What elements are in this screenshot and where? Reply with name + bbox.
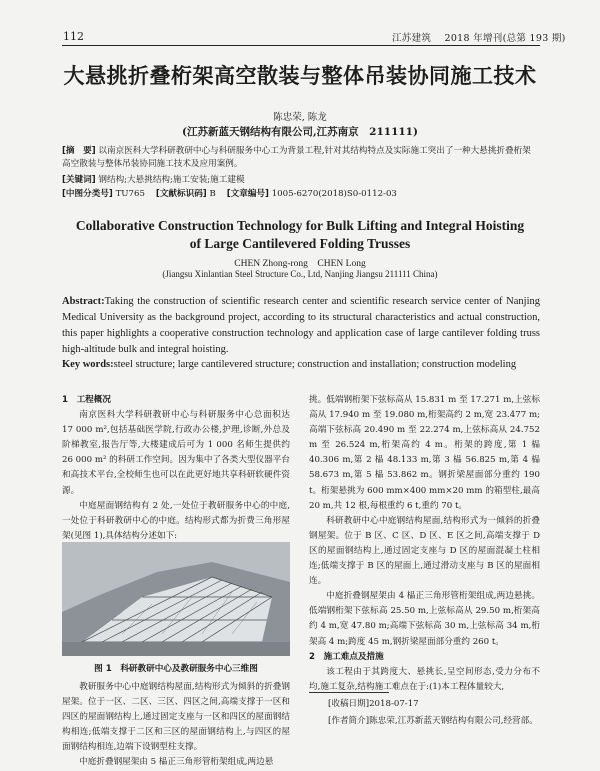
section-2-title: 2 施工难点及措施 (309, 651, 384, 662)
affiliation-en: (Jiangsu Xinlantian Steel Structure Co., Ltd, Nanjing Jiangsu 211111 China) (162, 269, 438, 279)
clc-value: TU765 (115, 189, 145, 199)
paragraph: 科研教研中心中庭钢结构屋面,结构形式为一倾斜的折叠钢屋架。位于 B 区、C 区、D 区、E 区之间,高端支撑于 D 区的屋面钢结构上,通过固定支座与 D 区的屋面混凝土柱相连;低端支撑于 B 区的屋面上,通过滑动支座与 B 区的屋面相连。 (309, 515, 540, 587)
keywords-en-label: Key words: (62, 359, 114, 370)
classification-line (62, 188, 538, 201)
page-number: 112 (63, 30, 84, 43)
authors-cn: 陈忠荣, 陈龙 (273, 112, 327, 123)
keywords-cn-text: 钢结构;大悬挑结构;施工安装;施工建模 (98, 175, 245, 185)
clc-label: [中图分类号] (62, 189, 113, 199)
abstract-cn-text: 以南京医科大学科研教研中心与科研服务中心工为背景工程,针对其结构特点及实际施工突出了一种大悬挑折叠桁架高空散装与整体吊装协同施工技术及应用案例。 (62, 146, 531, 169)
paragraph: 挑。低端钢桁架下弦标高从 15.831 m 至 17.271 m,上弦标高从 17.940 m 至 19.080 m,桁架高约 2 m,宽 23.477 m;高端下弦标高 20.490 m 至 22.274 m,上弦标高从 24.752 m 至 26.524 m,桁架高约 4 m。桁架的跨度,第 1 榀 40.306 m,第 2 榀 48.133 m,第 3 榀 56.825 m,第 4 榀 58.673 m,第 5 榀 53.862 m。钢折梁屋面部分重约 190 t。桁架悬挑为 600 mm×400 mm×20 mm 的箱型柱,最高 20 m,共 12 根,每根重约 6 t,重约 70 t。 (309, 395, 540, 511)
paragraph: 中庭折叠钢屋架由 5 榀正三角形管桁架组成,两边悬 (79, 757, 274, 768)
abstract-cn (62, 145, 538, 171)
paragraph: 南京医科大学科研教研中心与科研服务中心总面积达 17 000 m²,包括基础医学院,行政办公楼,护理,诊断,外总及阶梯教室,报告厅等,大楼建成后可为 1 000 名师生提供约 26 000 m² 的科研工作空间。因为集中了各类大型仪器平台和高技术平台,全校师生也可以在此更好地共享科研软硬件资源。 (62, 410, 290, 496)
affiliation-cn: (江苏新蓝天钢结构有限公司,江苏南京 211111) (182, 126, 418, 138)
author-bio: [作者简介]陈忠荣,江苏新蓝天钢结构有限公司,经营部。 (328, 716, 538, 726)
right-column (309, 393, 540, 695)
journal-name: 江苏建筑 (392, 33, 432, 44)
abstract-en (62, 294, 540, 358)
figure-1-caption: 图 1 科研教研中心及教研服务中心三维图 (94, 664, 258, 674)
header-rule (62, 45, 540, 46)
left-column-bottom (62, 680, 290, 771)
paragraph: 中庭屋面钢结构有 2 处,一处位于教研服务中心的中庭,一处位于科研教研中心的中庭。结构形式都为折费三角形屋架(见图 1),具体结构分述如下: (62, 500, 290, 541)
journal-issue (392, 30, 566, 44)
received-date: [收稿日期]2018-07-17 (328, 699, 419, 709)
authors-en: CHEN Zhong-rong CHEN Long (234, 259, 366, 269)
paragraph: 教研服务中心中庭钢结构屋面,结构形式为倾斜的折叠钢屋架。位于一区、二区、三区、四区之间,高端支撑于一区和四区的屋面钢结构上,通过固定支座与一区和四区的屋面钢结构相连;低端支撑于二区和三区的屋面钢结构上,与四区的屋面钢结构相连,边端下设钢型柱支撑。 (62, 682, 290, 753)
keywords-cn-label: [关键词] (62, 175, 96, 185)
article-no-label: [文章编号] (226, 189, 269, 199)
paragraph: 该工程由于其跨度大、悬挑长,呈空间形态,受力分布不均,施工复杂,结构施工难点在于:(1)本工程体量较大, (309, 666, 540, 692)
article-no-value: 1005-6270(2018)S0-0112-03 (271, 189, 397, 199)
keywords-cn (62, 174, 538, 187)
footnote-rule (309, 692, 389, 693)
left-column-top (62, 393, 290, 544)
abstract-en-label: Abstract: (62, 296, 105, 307)
paragraph: 中庭折叠钢屋架由 4 榀正三角形管桁架组成,两边悬挑。低端钢桁架下弦标高 25.50 m,上弦标高从 29.50 m,桁架高约 4 m,宽 47.80 m;高端下弦标高 30 m,上弦标高 34 m,桁架高 4 m;跨度 45 m,钢折梁屋面部分重约 260 t。 (309, 591, 540, 647)
abstract-cn-label: [摘 要] (62, 146, 96, 156)
doc-code-value: B (209, 189, 216, 199)
abstract-en-text: Taking the construction of scientific research center and scientific research service center of Nanjing Medical University as the background project, according to its structural characteristics and actual construction, this paper highlights a cooperative construction technology and application case of large cantilever folding truss high-altitude bulk and integral hoisting. (62, 296, 540, 355)
truss-illustration (62, 542, 290, 656)
title-cn: 大悬挑折叠桁架高空散装与整体吊装协同施工技术 (63, 64, 537, 88)
title-en: Collaborative Construction Technology for Bulk Lifting and Integral Hoisting of Large Cantilevered Folding Trusses (75, 218, 525, 251)
section-1-title: 1 工程概况 (62, 395, 111, 405)
issue-number: 2018 年增刊(总第 193 期) (444, 33, 566, 44)
doc-code-label: [文献标识码] (155, 189, 207, 199)
keywords-en-text: steel structure; large cantilevered structure; construction and installation; construction modeling (113, 359, 517, 370)
keywords-en (62, 359, 540, 370)
figure-1-3d-truss-image (62, 542, 290, 656)
